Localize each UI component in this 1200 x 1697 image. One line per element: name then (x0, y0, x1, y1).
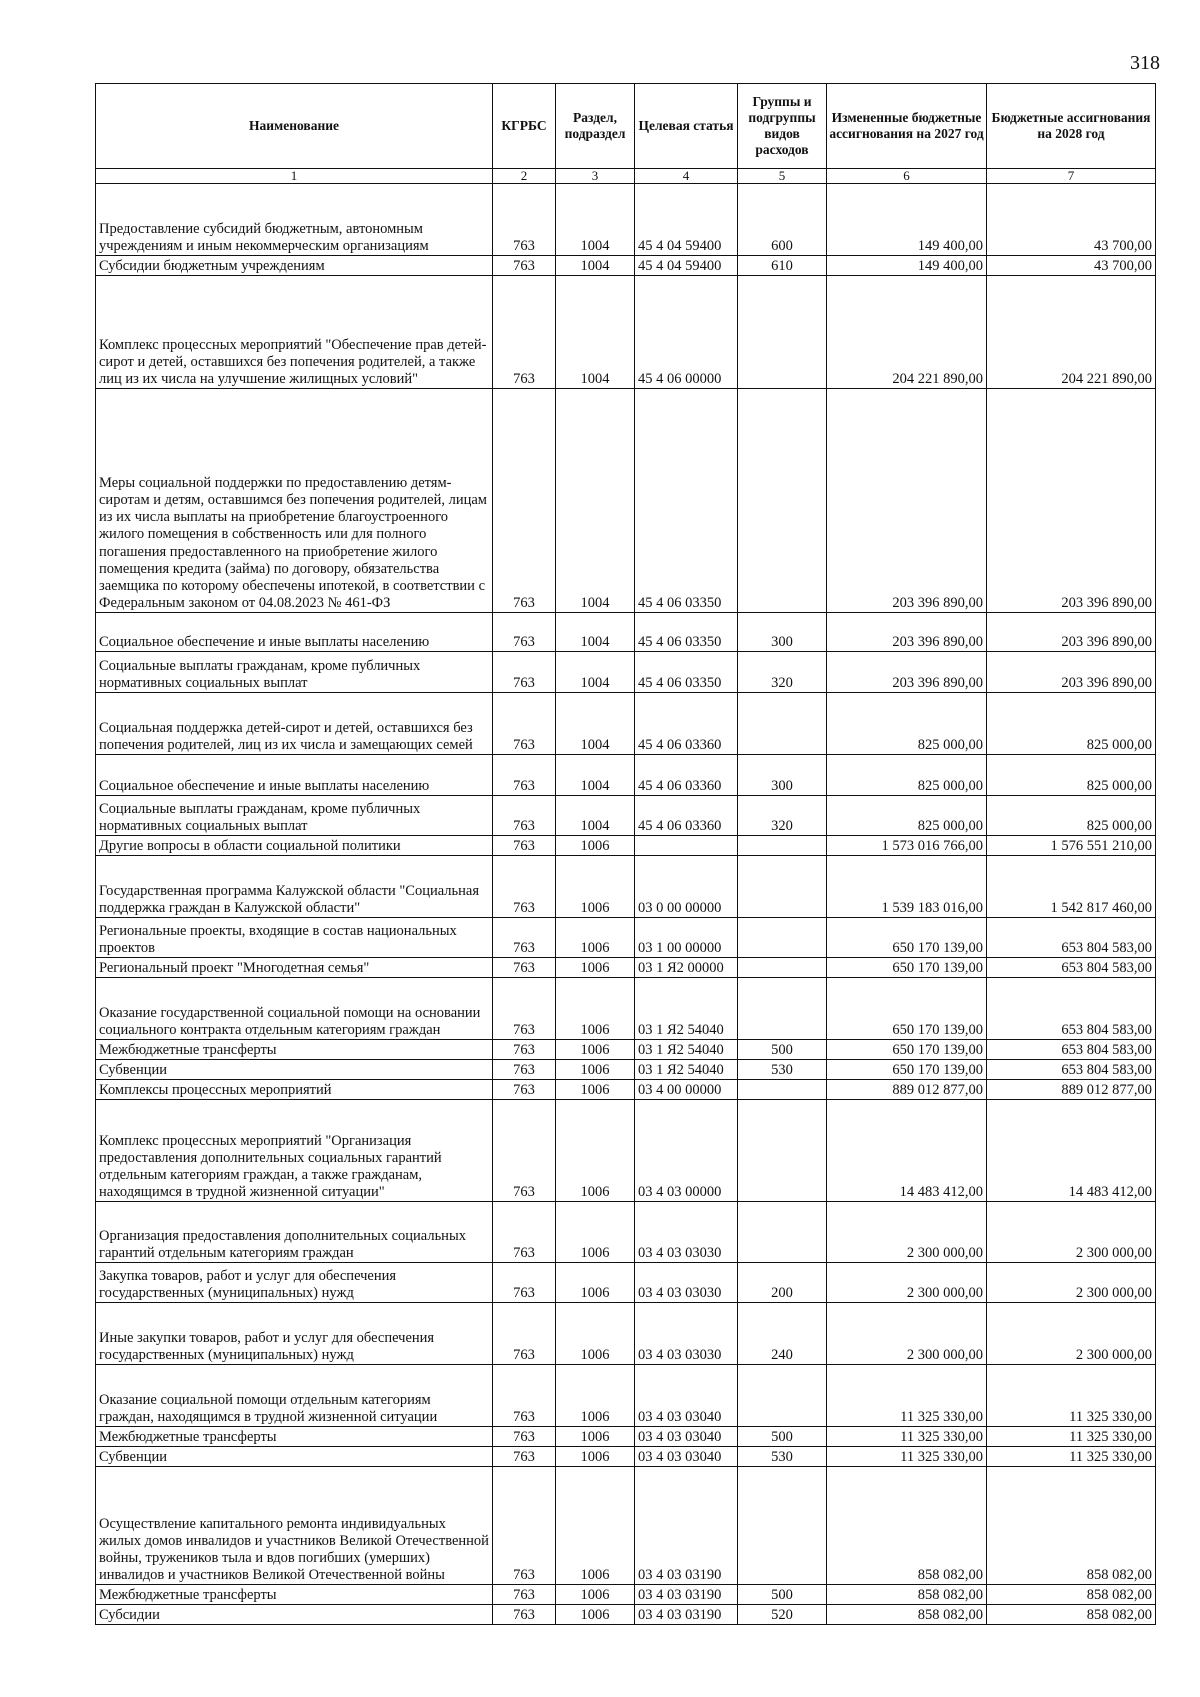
row-name: Субсидии (96, 1605, 493, 1625)
row-amount-2028: 825 000,00 (987, 755, 1156, 796)
row-group: 610 (738, 256, 827, 276)
table-row (96, 796, 1156, 836)
row-target: 03 4 03 03040 (635, 1427, 738, 1447)
row-amount-2027: 650 170 139,00 (827, 978, 987, 1040)
row-section: 1006 (556, 1427, 635, 1447)
row-section: 1004 (556, 652, 635, 693)
row-amount-2027: 1 573 016 766,00 (827, 836, 987, 856)
table-row (96, 613, 1156, 652)
row-amount-2028: 1 542 817 460,00 (987, 856, 1156, 918)
header-kgrbs: КГРБС (493, 84, 556, 169)
row-target: 03 4 03 03030 (635, 1303, 738, 1365)
row-amount-2028: 889 012 877,00 (987, 1080, 1156, 1100)
row-section: 1006 (556, 1467, 635, 1585)
row-amount-2027: 11 325 330,00 (827, 1447, 987, 1467)
table-row (96, 184, 1156, 256)
row-section: 1004 (556, 184, 635, 256)
row-target: 03 0 00 00000 (635, 856, 738, 918)
row-target (635, 836, 738, 856)
row-amount-2028: 2 300 000,00 (987, 1263, 1156, 1303)
table-row (96, 755, 1156, 796)
table-row (96, 958, 1156, 978)
row-amount-2028: 653 804 583,00 (987, 1040, 1156, 1060)
row-group (738, 1467, 827, 1585)
row-kgrbs: 763 (493, 1060, 556, 1080)
row-group (738, 958, 827, 978)
row-section: 1004 (556, 276, 635, 389)
table-row (96, 1040, 1156, 1060)
row-target: 45 4 04 59400 (635, 184, 738, 256)
row-group: 520 (738, 1605, 827, 1625)
row-name: Региональный проект "Многодетная семья" (96, 958, 493, 978)
row-target: 03 4 03 03030 (635, 1263, 738, 1303)
header-2027: Измененные бюджетные ассигнования на 2027 год (827, 84, 987, 169)
row-amount-2027: 858 082,00 (827, 1467, 987, 1585)
row-target: 03 1 00 00000 (635, 918, 738, 958)
row-kgrbs: 763 (493, 1303, 556, 1365)
row-group: 200 (738, 1263, 827, 1303)
row-amount-2027: 11 325 330,00 (827, 1427, 987, 1447)
row-target: 03 4 03 03190 (635, 1585, 738, 1605)
row-name: Социальные выплаты гражданам, кроме публичных нормативных социальных выплат (96, 796, 493, 836)
row-name: Другие вопросы в области социальной политики (96, 836, 493, 856)
row-name: Субвенции (96, 1447, 493, 1467)
row-target: 45 4 04 59400 (635, 256, 738, 276)
column-number: 5 (738, 169, 827, 184)
row-section: 1006 (556, 1202, 635, 1263)
header-target: Целевая статья (635, 84, 738, 169)
row-target: 45 4 06 03360 (635, 755, 738, 796)
row-kgrbs: 763 (493, 1605, 556, 1625)
row-target: 03 1 Я2 54040 (635, 1060, 738, 1080)
row-name: Региональные проекты, входящие в состав национальных проектов (96, 918, 493, 958)
row-group: 500 (738, 1585, 827, 1605)
row-amount-2027: 825 000,00 (827, 796, 987, 836)
row-amount-2028: 825 000,00 (987, 796, 1156, 836)
row-section: 1006 (556, 1303, 635, 1365)
row-amount-2027: 650 170 139,00 (827, 918, 987, 958)
row-target: 45 4 06 00000 (635, 276, 738, 389)
column-number: 3 (556, 169, 635, 184)
row-group (738, 836, 827, 856)
table-row (96, 693, 1156, 755)
row-amount-2028: 1 576 551 210,00 (987, 836, 1156, 856)
row-amount-2027: 2 300 000,00 (827, 1263, 987, 1303)
row-amount-2028: 11 325 330,00 (987, 1447, 1156, 1467)
row-target: 03 1 Я2 00000 (635, 958, 738, 978)
row-group: 500 (738, 1427, 827, 1447)
row-group: 320 (738, 652, 827, 693)
row-amount-2028: 203 396 890,00 (987, 652, 1156, 693)
row-amount-2028: 14 483 412,00 (987, 1100, 1156, 1202)
row-target: 45 4 06 03350 (635, 652, 738, 693)
row-target: 03 1 Я2 54040 (635, 978, 738, 1040)
table-row (96, 1427, 1156, 1447)
header-group: Группы и подгруппы видов расходов (738, 84, 827, 169)
table-row (96, 1060, 1156, 1080)
table-row (96, 276, 1156, 389)
table-row (96, 918, 1156, 958)
table-row (96, 652, 1156, 693)
row-amount-2028: 11 325 330,00 (987, 1365, 1156, 1427)
row-target: 03 1 Я2 54040 (635, 1040, 738, 1060)
row-amount-2027: 203 396 890,00 (827, 389, 987, 613)
row-amount-2027: 204 221 890,00 (827, 276, 987, 389)
row-section: 1006 (556, 1040, 635, 1060)
header-row (96, 84, 1156, 169)
row-section: 1004 (556, 256, 635, 276)
row-name: Организация предоставления дополнительных социальных гарантий отдельным категориям граждан (96, 1202, 493, 1263)
row-name: Закупка товаров, работ и услуг для обеспечения государственных (муниципальных) нужд (96, 1263, 493, 1303)
row-group: 500 (738, 1040, 827, 1060)
row-amount-2027: 825 000,00 (827, 693, 987, 755)
row-group: 530 (738, 1447, 827, 1467)
table-row (96, 978, 1156, 1040)
row-section: 1004 (556, 693, 635, 755)
row-amount-2028: 653 804 583,00 (987, 918, 1156, 958)
row-group: 240 (738, 1303, 827, 1365)
row-kgrbs: 763 (493, 652, 556, 693)
row-name: Межбюджетные трансферты (96, 1427, 493, 1447)
row-amount-2027: 650 170 139,00 (827, 1060, 987, 1080)
row-kgrbs: 763 (493, 1040, 556, 1060)
row-amount-2027: 11 325 330,00 (827, 1365, 987, 1427)
row-section: 1006 (556, 1060, 635, 1080)
row-section: 1006 (556, 978, 635, 1040)
row-amount-2028: 43 700,00 (987, 184, 1156, 256)
row-group: 320 (738, 796, 827, 836)
row-name: Предоставление субсидий бюджетным, автономным учреждениям и иным некоммерческим организациям (96, 184, 493, 256)
table-row (96, 1263, 1156, 1303)
row-amount-2027: 149 400,00 (827, 256, 987, 276)
table-row (96, 1467, 1156, 1585)
row-amount-2028: 203 396 890,00 (987, 613, 1156, 652)
table-row (96, 256, 1156, 276)
row-group (738, 1365, 827, 1427)
row-kgrbs: 763 (493, 1447, 556, 1467)
row-section: 1006 (556, 836, 635, 856)
row-amount-2028: 2 300 000,00 (987, 1202, 1156, 1263)
row-kgrbs: 763 (493, 276, 556, 389)
row-name: Субсидии бюджетным учреждениям (96, 256, 493, 276)
table-row (96, 1585, 1156, 1605)
row-amount-2028: 653 804 583,00 (987, 1060, 1156, 1080)
column-number: 4 (635, 169, 738, 184)
table-row (96, 1365, 1156, 1427)
row-amount-2028: 653 804 583,00 (987, 958, 1156, 978)
row-target: 45 4 06 03360 (635, 693, 738, 755)
row-group: 300 (738, 613, 827, 652)
row-target: 45 4 06 03360 (635, 796, 738, 836)
row-section: 1006 (556, 1605, 635, 1625)
row-amount-2027: 203 396 890,00 (827, 652, 987, 693)
row-target: 45 4 06 03350 (635, 389, 738, 613)
table-row (96, 389, 1156, 613)
row-amount-2027: 858 082,00 (827, 1605, 987, 1625)
row-amount-2027: 2 300 000,00 (827, 1202, 987, 1263)
table-row (96, 1080, 1156, 1100)
row-amount-2027: 650 170 139,00 (827, 958, 987, 978)
row-kgrbs: 763 (493, 1202, 556, 1263)
table-row (96, 1202, 1156, 1263)
table-row (96, 1303, 1156, 1365)
row-group: 300 (738, 755, 827, 796)
row-kgrbs: 763 (493, 856, 556, 918)
row-amount-2027: 149 400,00 (827, 184, 987, 256)
row-name: Государственная программа Калужской области "Социальная поддержка граждан в Калужской области" (96, 856, 493, 918)
table-row (96, 1100, 1156, 1202)
row-amount-2027: 889 012 877,00 (827, 1080, 987, 1100)
row-group (738, 978, 827, 1040)
row-name: Оказание социальной помощи отдельным категориям граждан, находящимся в трудной жизненной ситуации (96, 1365, 493, 1427)
row-section: 1006 (556, 1263, 635, 1303)
row-section: 1006 (556, 1100, 635, 1202)
row-name: Иные закупки товаров, работ и услуг для обеспечения государственных (муниципальных) нужд (96, 1303, 493, 1365)
row-target: 45 4 06 03350 (635, 613, 738, 652)
column-number: 7 (987, 169, 1156, 184)
row-name: Социальное обеспечение и иные выплаты населению (96, 613, 493, 652)
row-section: 1004 (556, 796, 635, 836)
header-section: Раздел, подраздел (556, 84, 635, 169)
row-name: Субвенции (96, 1060, 493, 1080)
row-amount-2028: 858 082,00 (987, 1605, 1156, 1625)
table-row (96, 1447, 1156, 1467)
row-section: 1004 (556, 389, 635, 613)
row-amount-2028: 204 221 890,00 (987, 276, 1156, 389)
row-kgrbs: 763 (493, 755, 556, 796)
row-amount-2027: 2 300 000,00 (827, 1303, 987, 1365)
row-target: 03 4 03 03190 (635, 1605, 738, 1625)
row-section: 1006 (556, 1080, 635, 1100)
row-name: Социальные выплаты гражданам, кроме публичных нормативных социальных выплат (96, 652, 493, 693)
row-amount-2027: 14 483 412,00 (827, 1100, 987, 1202)
row-name: Социальное обеспечение и иные выплаты населению (96, 755, 493, 796)
row-amount-2027: 858 082,00 (827, 1585, 987, 1605)
row-section: 1006 (556, 1585, 635, 1605)
row-kgrbs: 763 (493, 1427, 556, 1447)
row-name: Комплекс процессных мероприятий "Обеспечение прав детей-сирот и детей, оставшихся без попечения родителей, а также лиц из их числа на улучшение жилищных условий" (96, 276, 493, 389)
row-kgrbs: 763 (493, 1467, 556, 1585)
row-group (738, 693, 827, 755)
row-kgrbs: 763 (493, 796, 556, 836)
row-amount-2028: 43 700,00 (987, 256, 1156, 276)
row-group (738, 389, 827, 613)
row-section: 1006 (556, 918, 635, 958)
table-body (96, 184, 1156, 1625)
row-kgrbs: 763 (493, 978, 556, 1040)
row-amount-2028: 858 082,00 (987, 1585, 1156, 1605)
row-kgrbs: 763 (493, 1263, 556, 1303)
row-name: Осуществление капитального ремонта индивидуальных жилых домов инвалидов и участников Великой Отечественной войны, тружеников тыла и вдов погибших (умерших) инвалидов и участников Великой Отечественной войны (96, 1467, 493, 1585)
table-row (96, 836, 1156, 856)
budget-table (95, 83, 1156, 1625)
row-section: 1006 (556, 958, 635, 978)
row-kgrbs: 763 (493, 836, 556, 856)
row-amount-2027: 203 396 890,00 (827, 613, 987, 652)
page-number: 318 (1130, 52, 1160, 74)
row-amount-2028: 825 000,00 (987, 693, 1156, 755)
row-amount-2028: 11 325 330,00 (987, 1427, 1156, 1447)
row-amount-2027: 825 000,00 (827, 755, 987, 796)
column-number: 6 (827, 169, 987, 184)
row-target: 03 4 03 00000 (635, 1100, 738, 1202)
row-kgrbs: 763 (493, 958, 556, 978)
table-row (96, 856, 1156, 918)
table-row (96, 1605, 1156, 1625)
row-name: Межбюджетные трансферты (96, 1040, 493, 1060)
row-amount-2028: 203 396 890,00 (987, 389, 1156, 613)
row-group (738, 918, 827, 958)
row-section: 1004 (556, 613, 635, 652)
column-number-row (96, 169, 1156, 184)
row-section: 1006 (556, 856, 635, 918)
row-name: Меры социальной поддержки по предоставлению детям-сиротам и детям, оставшимся без попечения родителей, лицам из их числа выплаты на приобретение благоустроенного жилого помещения в собственность или для полного погашения предоставленного на приобретение жилого помещения кредита (займа) по договору, обязательства заемщика по которому обеспечены ипотекой, в соответствии с Федеральным законом от 04.08.2023 № 461-ФЗ (96, 389, 493, 613)
row-target: 03 4 03 03040 (635, 1447, 738, 1467)
column-number: 2 (493, 169, 556, 184)
row-name: Межбюджетные трансферты (96, 1585, 493, 1605)
row-section: 1004 (556, 755, 635, 796)
row-target: 03 4 00 00000 (635, 1080, 738, 1100)
row-amount-2028: 858 082,00 (987, 1467, 1156, 1585)
row-kgrbs: 763 (493, 184, 556, 256)
header-name: Наименование (96, 84, 493, 169)
row-section: 1006 (556, 1365, 635, 1427)
row-name: Социальная поддержка детей-сирот и детей, оставшихся без попечения родителей, лиц из их числа и замещающих семей (96, 693, 493, 755)
row-name: Оказание государственной социальной помощи на основании социального контракта отдельным категориям граждан (96, 978, 493, 1040)
row-amount-2028: 2 300 000,00 (987, 1303, 1156, 1365)
row-name: Комплексы процессных мероприятий (96, 1080, 493, 1100)
row-kgrbs: 763 (493, 389, 556, 613)
row-group: 530 (738, 1060, 827, 1080)
row-kgrbs: 763 (493, 1585, 556, 1605)
row-target: 03 4 03 03030 (635, 1202, 738, 1263)
column-number: 1 (96, 169, 493, 184)
row-kgrbs: 763 (493, 693, 556, 755)
row-group (738, 1202, 827, 1263)
row-kgrbs: 763 (493, 1100, 556, 1202)
row-name: Комплекс процессных мероприятий "Организация предоставления дополнительных социальных гарантий отдельным категориям граждан, а также гражданам, находящимся в трудной жизненной ситуации" (96, 1100, 493, 1202)
row-group (738, 856, 827, 918)
row-amount-2027: 1 539 183 016,00 (827, 856, 987, 918)
row-group (738, 1080, 827, 1100)
row-kgrbs: 763 (493, 918, 556, 958)
row-kgrbs: 763 (493, 1365, 556, 1427)
row-kgrbs: 763 (493, 1080, 556, 1100)
row-amount-2027: 650 170 139,00 (827, 1040, 987, 1060)
header-2028: Бюджетные ассигнования на 2028 год (987, 84, 1156, 169)
row-section: 1006 (556, 1447, 635, 1467)
row-target: 03 4 03 03190 (635, 1467, 738, 1585)
row-group: 600 (738, 184, 827, 256)
row-target: 03 4 03 03040 (635, 1365, 738, 1427)
row-kgrbs: 763 (493, 613, 556, 652)
row-group (738, 1100, 827, 1202)
row-kgrbs: 763 (493, 256, 556, 276)
row-group (738, 276, 827, 389)
row-amount-2028: 653 804 583,00 (987, 978, 1156, 1040)
